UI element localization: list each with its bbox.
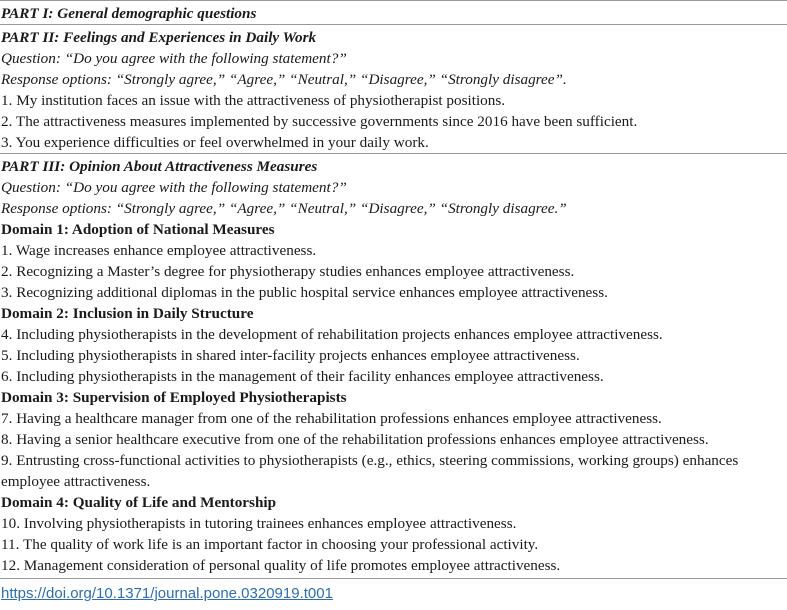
part2-item: 2. The attractiveness measures implemented by successive governments since 2016 have been sufficient. <box>1 113 638 130</box>
part1-title: PART I: General demographic questions <box>1 5 257 22</box>
part2-question: Question: “Do you agree with the following statement?” <box>1 50 347 67</box>
domain-1-item: 3. Recognizing additional diplomas in the public hospital service enhances employee attractiveness. <box>1 284 608 301</box>
part2-item: 3. You experience difficulties or feel overwhelmed in your daily work. <box>1 134 429 151</box>
domain-3-item: 8. Having a senior healthcare executive from one of the rehabilitation professions enhances employee attractiveness. <box>1 431 709 448</box>
domain-2-item: 5. Including physiotherapists in shared inter-facility projects enhances employee attractiveness. <box>1 347 580 364</box>
domain-1-item: 2. Recognizing a Master’s degree for physiotherapy studies enhances employee attractiveness. <box>1 263 575 280</box>
part2-section <box>0 24 787 153</box>
part3-section <box>0 153 787 579</box>
domain-3-title: Domain 3: Supervision of Employed Physiotherapists <box>1 389 347 406</box>
part2-item: 1. My institution faces an issue with the attractiveness of physiotherapist positions. <box>1 92 506 109</box>
domain-4-item: 11. The quality of work life is an important factor in choosing your professional activity. <box>1 536 539 553</box>
part2-title: PART II: Feelings and Experiences in Daily Work <box>1 29 317 46</box>
part3-response-options: Response options: “Strongly agree,” “Agree,” “Neutral,” “Disagree,” “Strongly disagree.” <box>1 200 567 217</box>
domain-2-item: 6. Including physiotherapists in the management of their facility enhances employee attractiveness. <box>1 368 604 385</box>
domain-1-item: 1. Wage increases enhance employee attractiveness. <box>1 242 317 259</box>
part1-section <box>0 0 787 24</box>
domain-1-title: Domain 1: Adoption of National Measures <box>1 221 275 238</box>
domain-2-title: Domain 2: Inclusion in Daily Structure <box>1 305 254 322</box>
domain-4-item: 12. Management consideration of personal quality of life promotes employee attractiveness. <box>1 557 561 574</box>
domain-4-item: 10. Involving physiotherapists in tutoring trainees enhances employee attractiveness. <box>1 515 517 532</box>
part2-response-options: Response options: “Strongly agree,” “Agree,” “Neutral,” “Disagree,” “Strongly disagree”. <box>1 71 567 88</box>
domain-4-title: Domain 4: Quality of Life and Mentorship <box>1 494 277 511</box>
domain-3-item: 7. Having a healthcare manager from one of the rehabilitation professions enhances employee attractiveness. <box>1 410 662 427</box>
part3-title: PART III: Opinion About Attractiveness Measures <box>1 158 318 175</box>
doi-link[interactable]: https://doi.org/10.1371/journal.pone.0320919.t001 <box>1 585 333 602</box>
part3-question: Question: “Do you agree with the following statement?” <box>1 179 347 196</box>
domain-3-item: 9. Entrusting cross-functional activities to physiotherapists (e.g., ethics, steering commissions, working groups) enhances employee attractiveness. <box>1 452 739 490</box>
domain-2-item: 4. Including physiotherapists in the development of rehabilitation projects enhances employee attractiveness. <box>1 326 663 343</box>
